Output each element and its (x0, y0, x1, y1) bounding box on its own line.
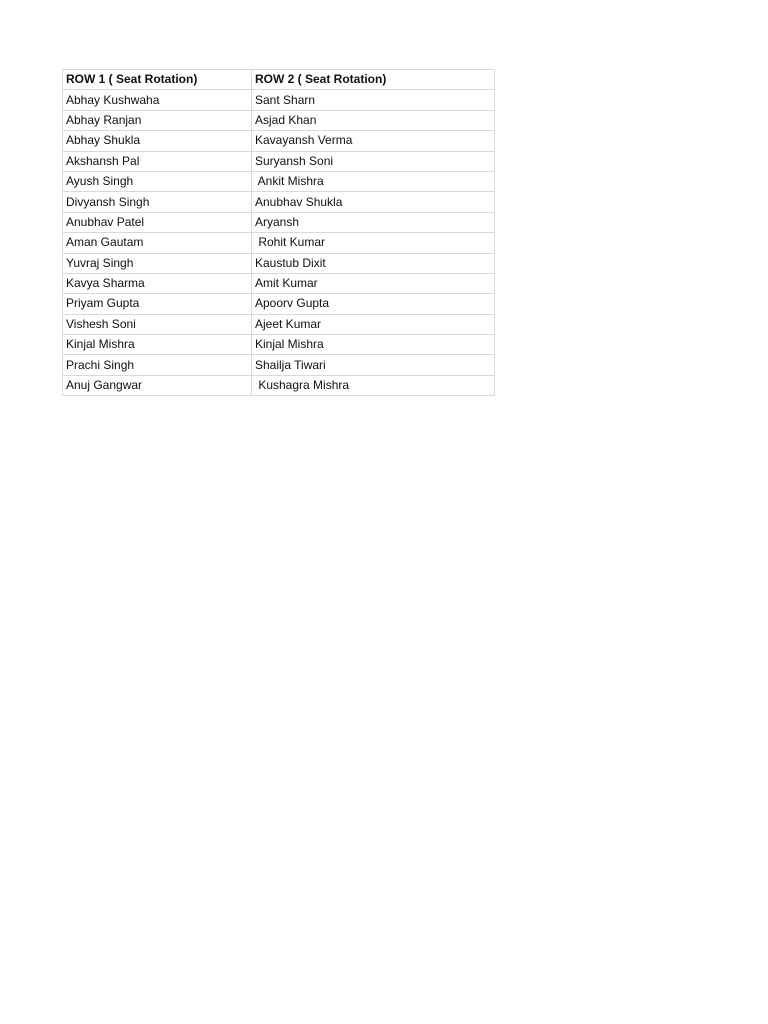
table-row (63, 212, 495, 232)
table-row (63, 192, 495, 212)
table-cell: Kinjal Mishra (252, 335, 495, 355)
table-cell: Kaustub Dixit (252, 253, 495, 273)
table-header-row (63, 70, 495, 90)
table-cell: Ajeet Kumar (252, 314, 495, 334)
table-cell: Aryansh (252, 212, 495, 232)
table-row (63, 151, 495, 171)
table-cell: Abhay Kushwaha (63, 90, 252, 110)
table-cell: Shailja Tiwari (252, 355, 495, 375)
table-row (63, 294, 495, 314)
table-row (63, 131, 495, 151)
table-cell: Kavayansh Verma (252, 131, 495, 151)
table-cell: Rohit Kumar (252, 233, 495, 253)
table-row (63, 273, 495, 293)
table-cell: Sant Sharn (252, 90, 495, 110)
table-cell: Abhay Ranjan (63, 110, 252, 130)
table-cell: Akshansh Pal (63, 151, 252, 171)
table-cell: Aman Gautam (63, 233, 252, 253)
table-cell: Divyansh Singh (63, 192, 252, 212)
table-cell: Kinjal Mishra (63, 335, 252, 355)
seat-rotation-table (62, 69, 495, 396)
column-header-row-1: ROW 1 ( Seat Rotation) (63, 70, 252, 90)
table-cell: Anuj Gangwar (63, 375, 252, 395)
table-row (63, 335, 495, 355)
table-cell: Apoorv Gupta (252, 294, 495, 314)
column-header-row-2: ROW 2 ( Seat Rotation) (252, 70, 495, 90)
table-row (63, 233, 495, 253)
table-cell: Yuvraj Singh (63, 253, 252, 273)
table-cell: Ankit Mishra (252, 171, 495, 191)
table-cell: Anubhav Shukla (252, 192, 495, 212)
table-cell: Suryansh Soni (252, 151, 495, 171)
table-cell: Priyam Gupta (63, 294, 252, 314)
table-row (63, 90, 495, 110)
table-row (63, 171, 495, 191)
table-cell: Ayush Singh (63, 171, 252, 191)
table-cell: Kushagra Mishra (252, 375, 495, 395)
table-cell: Prachi Singh (63, 355, 252, 375)
table-row (63, 375, 495, 395)
table-cell: Anubhav Patel (63, 212, 252, 232)
table-row (63, 355, 495, 375)
table-row (63, 110, 495, 130)
table-cell: Vishesh Soni (63, 314, 252, 334)
table-row (63, 253, 495, 273)
table-cell: Kavya Sharma (63, 273, 252, 293)
table-row (63, 314, 495, 334)
table-cell: Amit Kumar (252, 273, 495, 293)
table-cell: Asjad Khan (252, 110, 495, 130)
table-cell: Abhay Shukla (63, 131, 252, 151)
